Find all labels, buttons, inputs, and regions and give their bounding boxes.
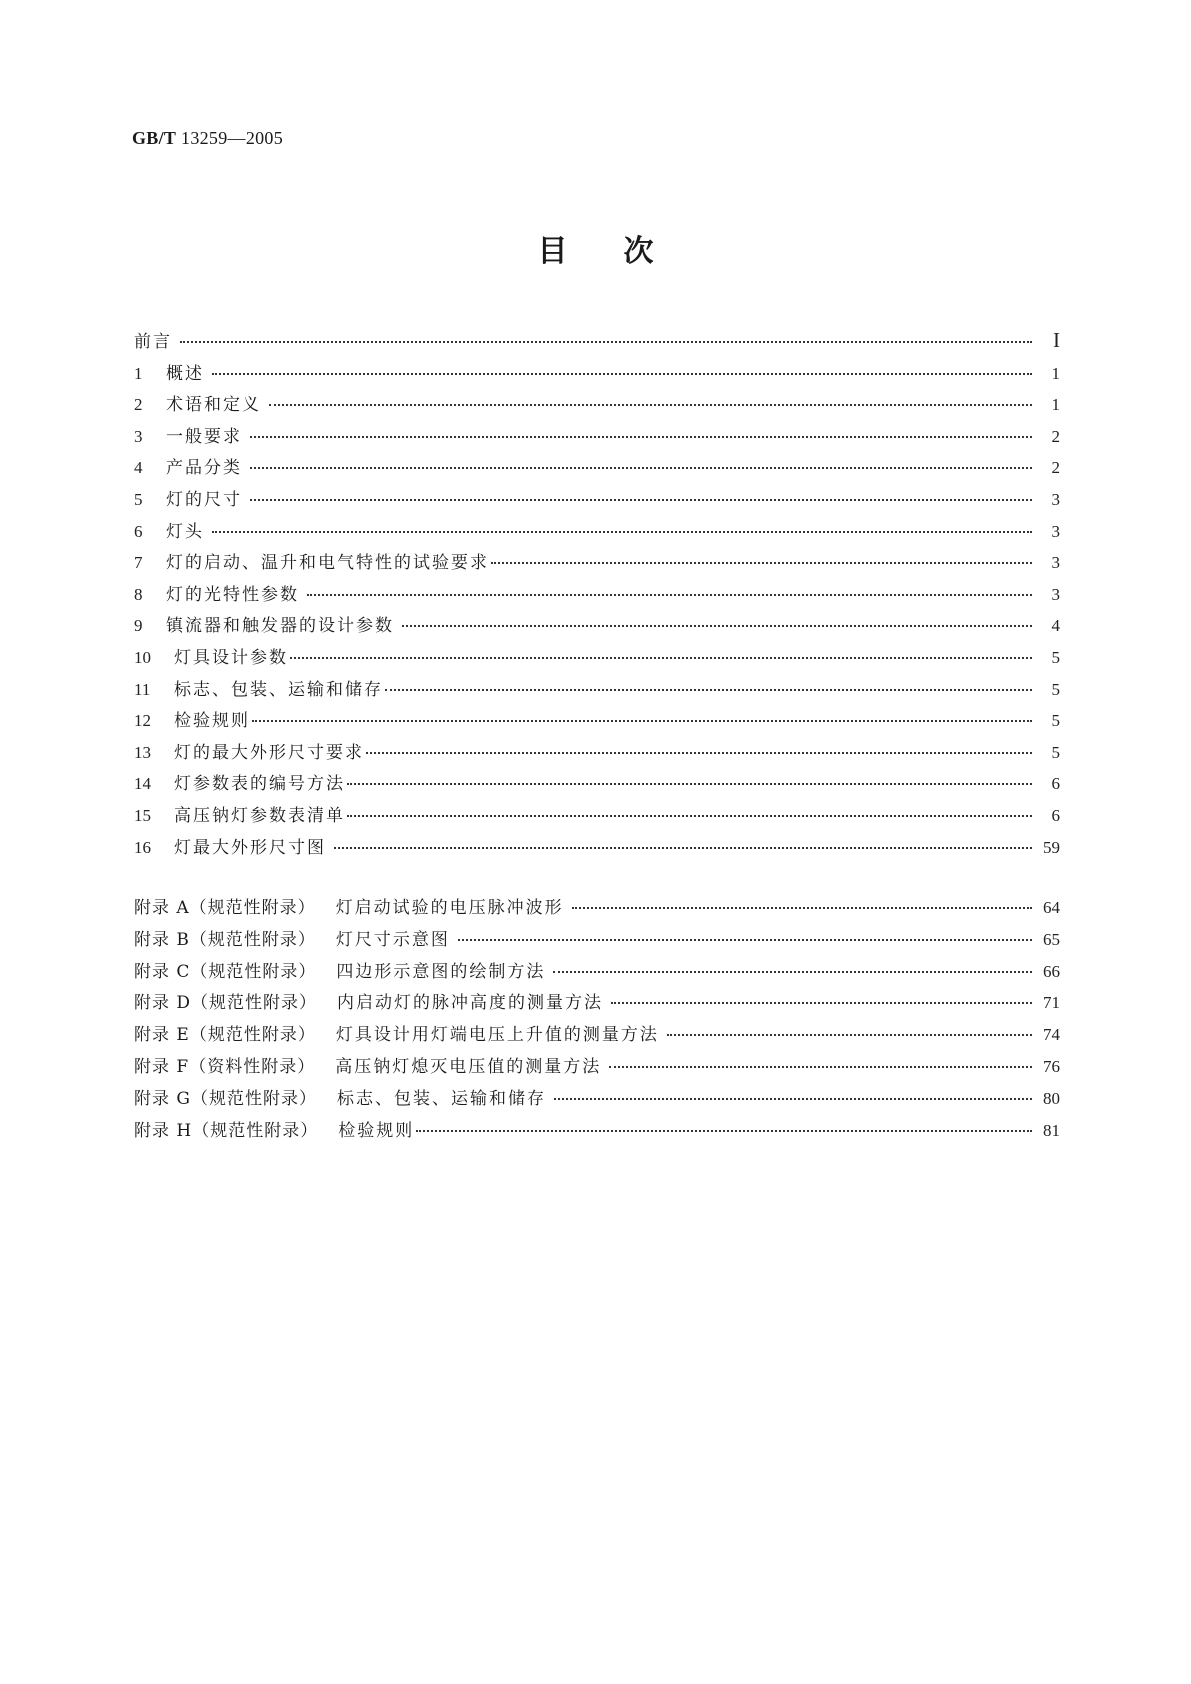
toc-entry[interactable] — [134, 769, 1060, 801]
dot-leader — [611, 1002, 1032, 1004]
toc-entry[interactable] — [134, 517, 1060, 549]
toc-entry-page: 3 — [1051, 489, 1060, 509]
toc-entry-number: 8 — [134, 584, 143, 604]
toc-entry-number: 10 — [134, 647, 151, 667]
dot-leader — [609, 1066, 1032, 1068]
annex-label: 附录 G（规范性附录） — [134, 1088, 317, 1109]
toc-entry-text: 灯的尺寸 — [166, 489, 242, 510]
annex-page: 65 — [1043, 929, 1060, 949]
toc-entry-page: 5 — [1051, 647, 1060, 667]
dot-leader — [347, 783, 1032, 785]
page-title: 目次 — [537, 234, 710, 269]
dot-leader — [366, 752, 1032, 754]
toc-entry[interactable] — [134, 359, 1060, 391]
standard-prefix: GB/T — [132, 128, 177, 148]
toc-entry[interactable] — [134, 390, 1060, 422]
dot-leader — [458, 939, 1032, 941]
annex-title: 内启动灯的脉冲高度的测量方法 — [337, 993, 604, 1014]
toc-entry[interactable] — [134, 580, 1060, 612]
dot-leader — [347, 815, 1032, 817]
toc-entry-page: 5 — [1051, 711, 1060, 731]
annex-page: 74 — [1043, 1025, 1060, 1045]
toc-entry[interactable] — [134, 485, 1060, 517]
toc-entry-foreword[interactable] — [134, 327, 1060, 359]
toc-entry-page: 1 — [1051, 363, 1060, 383]
toc-entry-text: 灯的启动、温升和电气特性的试验要求 — [166, 553, 489, 574]
toc-entry-number: 14 — [134, 774, 151, 794]
toc-entry-page: 6 — [1051, 805, 1060, 825]
toc-entry[interactable] — [134, 611, 1060, 643]
dot-leader — [307, 594, 1032, 596]
toc-entry-page: 1 — [1051, 395, 1060, 415]
dot-leader — [402, 625, 1032, 627]
toc-annex-entry[interactable] — [134, 988, 1060, 1020]
toc-annex-entry[interactable] — [134, 957, 1060, 989]
toc-entry-text: 术语和定义 — [166, 395, 261, 416]
toc-entry[interactable] — [134, 548, 1060, 580]
toc-entry-number: 4 — [134, 458, 143, 478]
annex-page: 71 — [1043, 993, 1060, 1013]
toc-annex-entry[interactable] — [134, 1020, 1060, 1052]
annex-title: 标志、包装、运输和储存 — [336, 1088, 546, 1109]
annex-label: 附录 C（规范性附录） — [134, 961, 317, 982]
toc-entry-number: 11 — [134, 679, 151, 699]
dot-leader — [572, 907, 1032, 909]
toc-annex-list — [134, 893, 1060, 1147]
toc-main-list — [134, 327, 1060, 864]
toc-entry[interactable] — [134, 422, 1060, 454]
dot-leader — [252, 720, 1032, 722]
toc-entry-page: 5 — [1051, 679, 1060, 699]
toc-entry[interactable] — [134, 675, 1060, 707]
dot-leader — [667, 1034, 1032, 1036]
toc-entry-text: 标志、包装、运输和储存 — [174, 679, 383, 700]
dot-leader — [212, 373, 1032, 375]
annex-label: 附录 E（规范性附录） — [134, 1025, 316, 1046]
toc-entry[interactable] — [134, 801, 1060, 833]
toc-entry-text: 一般要求 — [166, 426, 242, 447]
dot-leader — [212, 531, 1032, 533]
toc-entry-text: 产品分类 — [166, 458, 242, 479]
toc-entry[interactable] — [134, 643, 1060, 675]
toc-entry[interactable] — [134, 706, 1060, 738]
annex-label: 附录 B（规范性附录） — [134, 929, 316, 950]
toc-entry-number: 15 — [134, 805, 151, 825]
toc-entry-text: 镇流器和触发器的设计参数 — [166, 616, 394, 637]
toc-entry[interactable] — [134, 833, 1060, 865]
dot-leader — [553, 971, 1032, 973]
dot-leader — [416, 1130, 1032, 1132]
toc-entry-page: 4 — [1051, 616, 1060, 636]
dot-leader — [250, 436, 1032, 438]
toc-entry-number: 7 — [134, 553, 143, 573]
toc-entry-page: 2 — [1051, 426, 1060, 446]
toc-annex-entry[interactable] — [134, 1052, 1060, 1084]
annex-label: 附录 D（规范性附录） — [134, 993, 318, 1014]
toc-entry-page: 59 — [1043, 837, 1060, 857]
dot-leader — [269, 404, 1032, 406]
toc-entry-text: 检验规则 — [174, 711, 250, 732]
toc-entry-number: 13 — [134, 742, 151, 762]
toc-entry-text: 灯具设计参数 — [174, 647, 288, 668]
dot-leader — [385, 689, 1032, 691]
toc-entry[interactable] — [134, 453, 1060, 485]
toc-annex-entry[interactable] — [134, 1116, 1060, 1148]
standard-code — [132, 128, 283, 149]
toc-entry-page: 5 — [1051, 742, 1060, 762]
dot-leader — [180, 341, 1032, 343]
dot-leader — [334, 847, 1032, 849]
toc-annex-entry[interactable] — [134, 893, 1060, 925]
toc-entry[interactable] — [134, 738, 1060, 770]
toc-entry-page: 3 — [1051, 553, 1060, 573]
toc-entry-text: 前言 — [134, 332, 172, 352]
toc-annex-entry[interactable] — [134, 925, 1060, 957]
annex-page: 80 — [1043, 1088, 1060, 1108]
toc-entry-number: 2 — [134, 395, 143, 415]
toc-entry-page: 3 — [1051, 584, 1060, 604]
annex-title: 灯启动试验的电压脉冲波形 — [335, 898, 564, 918]
toc-entry-text: 灯的光特性参数 — [166, 584, 299, 605]
toc-entry-number: 12 — [134, 711, 151, 731]
toc-entry-page: 6 — [1051, 774, 1060, 794]
toc-entry-text: 高压钠灯参数表清单 — [174, 805, 345, 826]
toc-entry-text: 灯头 — [166, 521, 204, 542]
dot-leader — [250, 467, 1032, 469]
toc-entry-number: 6 — [134, 521, 143, 541]
annex-page: 81 — [1043, 1120, 1060, 1140]
annex-label: 附录 F（资料性附录） — [134, 1056, 316, 1077]
dot-leader — [491, 562, 1032, 564]
annex-title: 灯具设计用灯端电压上升值的测量方法 — [335, 1025, 659, 1046]
toc-entry-text: 灯参数表的编号方法 — [174, 774, 345, 795]
dot-leader — [554, 1098, 1032, 1100]
dot-leader — [290, 657, 1032, 659]
toc-entry-page: 3 — [1051, 521, 1060, 541]
toc-entry-text: 灯最大外形尺寸图 — [174, 837, 326, 858]
standard-number: 13259—2005 — [181, 128, 284, 148]
annex-page: 64 — [1043, 898, 1060, 917]
annex-page: 76 — [1043, 1056, 1060, 1076]
toc-entry-number: 9 — [134, 616, 143, 636]
annex-title: 高压钠灯熄灭电压值的测量方法 — [335, 1056, 602, 1077]
toc-entry-text: 灯的最大外形尺寸要求 — [174, 742, 364, 763]
annex-label: 附录 A（规范性附录） — [134, 898, 316, 918]
dot-leader — [250, 499, 1032, 501]
annex-title: 检验规则 — [338, 1120, 415, 1141]
toc-entry-number: 1 — [134, 363, 143, 383]
toc-entry-text: 概述 — [166, 363, 204, 384]
toc-entry-page: I — [1053, 328, 1060, 352]
annex-label: 附录 H（规范性附录） — [134, 1120, 319, 1141]
toc-annex-entry[interactable] — [134, 1084, 1060, 1116]
toc-entry-page: 2 — [1051, 458, 1060, 478]
annex-page: 66 — [1043, 961, 1060, 981]
annex-title: 四边形示意图的绘制方法 — [336, 961, 546, 982]
toc-entry-number: 5 — [134, 489, 143, 509]
annex-title: 灯尺寸示意图 — [335, 929, 450, 950]
toc-entry-number: 16 — [134, 837, 151, 857]
toc-entry-number: 3 — [134, 426, 143, 446]
